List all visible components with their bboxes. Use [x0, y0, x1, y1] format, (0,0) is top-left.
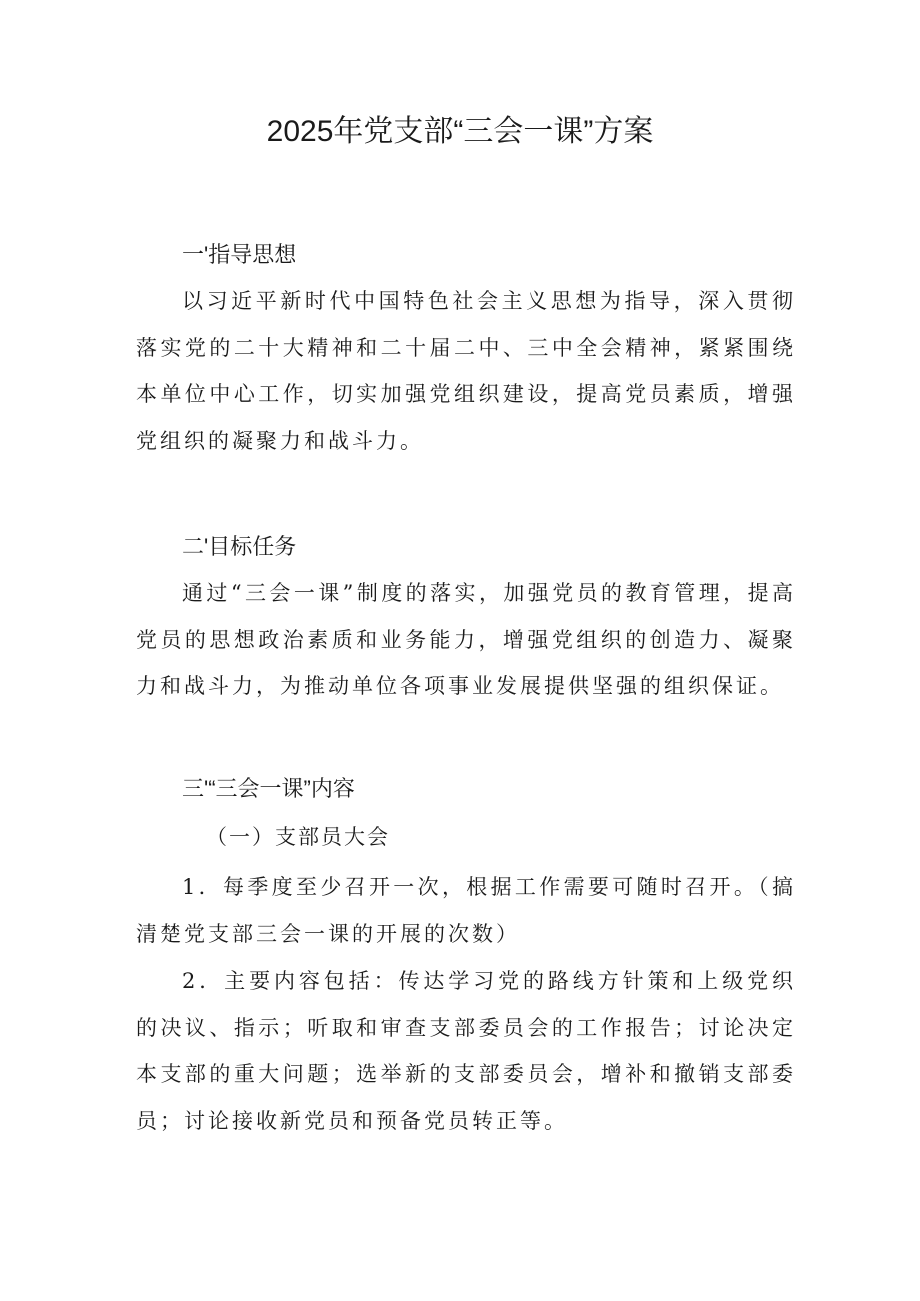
paragraph-meeting-contents: 2．主要内容包括：传达学习党的路线方针策和上级党织的决议、指示；听取和审查支部委员会的工作报告；讨论决定本支部的重大问题；选举新的支部委员会，增补和撤销支部委员；讨论接收新党员和预备党员转正等。 [136, 969, 796, 1133]
paragraph-meeting-frequency: 1．每季度至少召开一次，根据工作需要可随时召开。（搞清楚党支部三会一课的开展的次数） [136, 875, 796, 946]
section-heading-guiding-ideology: 一'指导思想 [182, 242, 297, 267]
section-heading-content: 三'“三会一课”内容 [182, 776, 355, 801]
section-heading-goals-tasks: 二'目标任务 [182, 534, 297, 559]
paragraph-guiding-ideology: 以习近平新时代中国特色社会主义思想为指导，深入贯彻落实党的二十大精神和二十届二中、三中全会精神，紧紧围绕本单位中心工作，切实加强党组织建设，提高党员素质，增强党组织的凝聚力和战斗力。 [136, 289, 796, 453]
paragraph-goals-tasks: 通过“三会一课”制度的落实，加强党员的教育管理，提高党员的思想政治素质和业务能力，增强党组织的创造力、凝聚力和战斗力，为推动单位各项事业发展提供坚强的组织保证。 [136, 581, 796, 698]
document-title: 2025年党支部“三会一课”方案 [266, 115, 654, 148]
subheading-branch-general-meeting: （一）支部员大会 [206, 825, 390, 849]
